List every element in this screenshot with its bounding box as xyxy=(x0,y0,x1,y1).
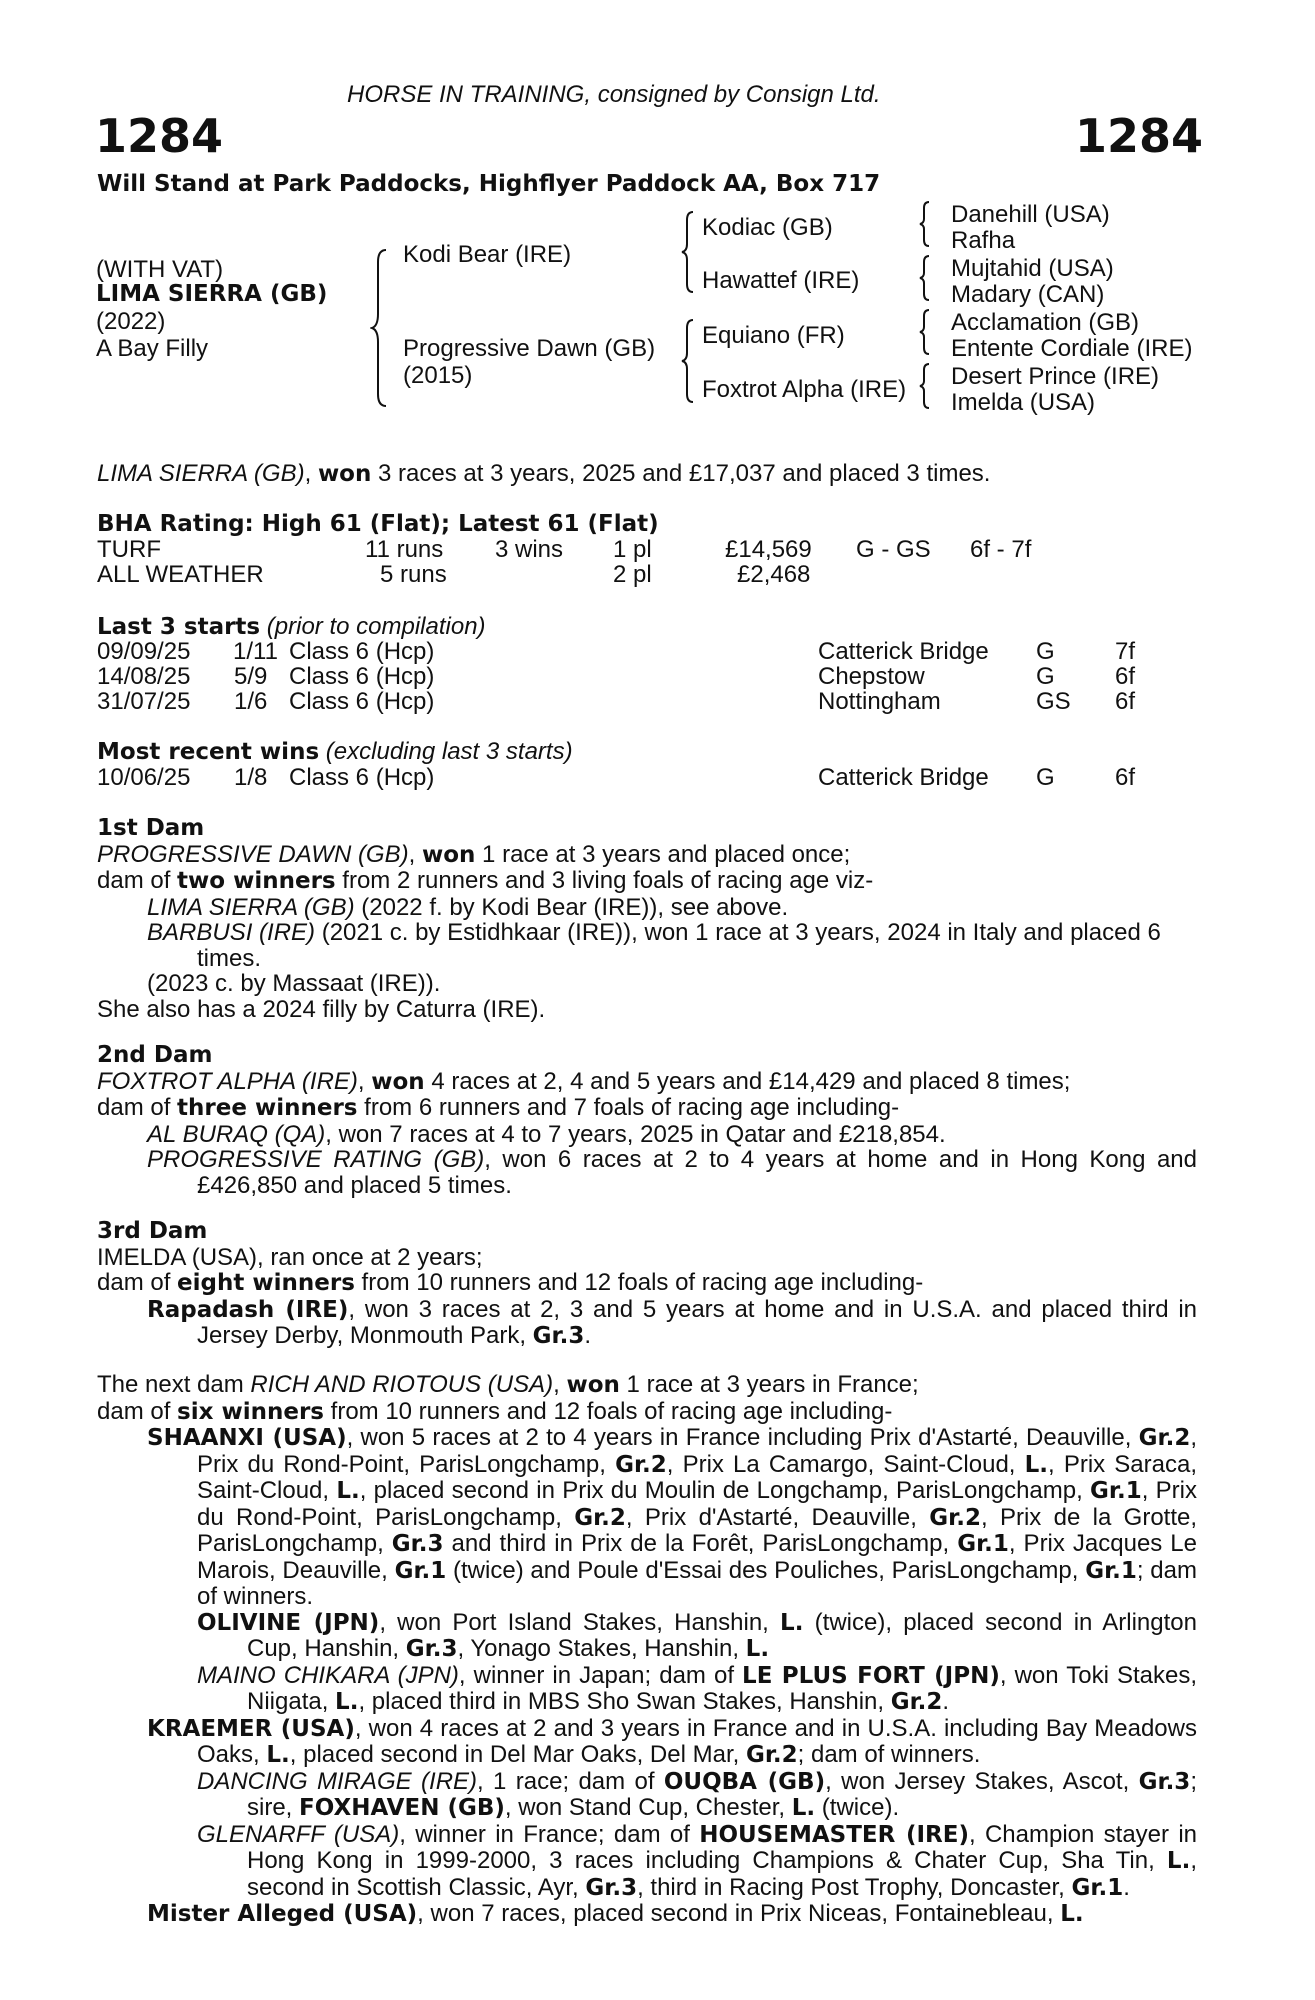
last-starts-heading: Last 3 starts (prior to compilation) xyxy=(97,613,486,640)
second-dam-produce-line: dam of three winners from 6 runners and 7 foals of racing age including- xyxy=(97,1094,900,1121)
third-dam-line: IMELDA (USA), ran once at 2 years; xyxy=(97,1243,483,1271)
pedigree-sire-sire: Kodiac (GB) xyxy=(702,214,833,241)
pedigree-dam-sire: Equiano (FR) xyxy=(702,322,845,349)
horse-description: A Bay Filly xyxy=(96,335,209,362)
progeny-entry: PROGRESSIVE RATING (GB), won 6 races at 2 to 4 years at home and in Hong Kong and £426,850 and placed 5 times. xyxy=(147,1146,1197,1199)
progeny-entry: LIMA SIERRA (GB) (2022 f. by Kodi Bear (IRE)), see above. xyxy=(147,893,789,921)
progeny-entry: BARBUSI (IRE) (2021 c. by Estidhkaar (IRE)), won 1 race at 3 years, 2024 in Italy and placed 6 times. xyxy=(147,919,1161,972)
next-dam-section xyxy=(97,1372,1197,1928)
horse-year: (2022) xyxy=(96,308,166,335)
second-dam-heading: 2nd Dam xyxy=(97,1042,213,1068)
pedigree-sds: Mujtahid (USA) xyxy=(951,255,1114,282)
pedigree-dss: Acclamation (GB) xyxy=(951,309,1140,336)
bha-rating-heading: BHA Rating: High 61 (Flat); Latest 61 (Flat) xyxy=(97,511,659,537)
first-dam-section xyxy=(97,816,1197,1022)
first-dam-heading: 1st Dam xyxy=(97,815,205,841)
progeny-entry: Rapadash (IRE), won 3 races at 2, 3 and 5 years at home and in U.S.A. and placed third in Jersey Derby, Monmouth Park, Gr.3. xyxy=(147,1295,1198,1349)
progeny-entry: SHAANXI (USA), won 5 races at 2 to 4 years in France including Prix d'Astarté, Deauville, Gr.2, Prix du Rond-Point, ParisLongchamp, Gr.2, Prix La Camargo, Saint-Cloud, L., Prix Saraca, Saint-Cloud, L., placed second in Prix du Moulin de Longchamp, ParisLongchamp, Gr.1, Prix du Rond-Point, ParisLongchamp, Gr.2, Prix d'Astarté, Deauville, Gr.2, Prix de la Grotte, ParisLongchamp, Gr.3 and third in Prix de la Forêt, ParisLongchamp, Gr.1, Prix Jacques Le Marois, Deauville, Gr.1 (twice) and Poule d'Essai des Pouliches, ParisLongchamp, Gr.1; dam of winners. xyxy=(147,1424,1198,1610)
recent-wins-heading: Most recent wins (excluding last 3 starts) xyxy=(97,738,573,765)
progeny-entry: KRAEMER (USA), won 4 races at 2 and 3 years in France and in U.S.A. including Bay Meadows Oaks, L., placed second in Del Mar Oaks, Del Mar, Gr.2; dam of winners. xyxy=(147,1714,1197,1768)
pedigree-brace-dd xyxy=(918,362,932,410)
pedigree-sire-dam: Hawattef (IRE) xyxy=(702,267,860,294)
pedigree-brace-main xyxy=(370,248,390,408)
pedigree-dam: Progressive Dawn (GB) xyxy=(403,335,656,362)
second-dam-line: FOXTROT ALPHA (IRE), won 4 races at 2, 4 and 5 years and £14,429 and placed 8 times; xyxy=(97,1067,1071,1095)
race-summary: LIMA SIERRA (GB), won 3 races at 3 years, 2025 and £17,037 and placed 3 times. xyxy=(97,460,991,487)
progeny-entry: MAINO CHIKARA (JPN), winner in Japan; dam of LE PLUS FORT (JPN), won Toki Stakes, Niigata, L., placed third in MBS Sho Swan Stakes, Hanshin, Gr.2. xyxy=(197,1661,1198,1715)
first-dam-line: PROGRESSIVE DAWN (GB), won 1 race at 3 years and placed once; xyxy=(97,840,851,868)
horse-name: LIMA SIERRA (GB) xyxy=(96,281,328,307)
progeny-entry: AL BURAQ (QA), won 7 races at 4 to 7 years, 2025 in Qatar and £218,854. xyxy=(147,1120,946,1148)
pedigree-dam-dam: Foxtrot Alpha (IRE) xyxy=(702,376,907,403)
lot-number-left: 1284 xyxy=(95,109,224,163)
pedigree-brace-dam xyxy=(680,318,696,404)
progeny-entry: DANCING MIRAGE (IRE), 1 race; dam of OUQBA (GB), won Jersey Stakes, Ascot, Gr.3; sire, FOXHAVEN (GB), won Stand Cup, Chester, L. (twice). xyxy=(197,1767,1197,1821)
pedigree-sss: Danehill (USA) xyxy=(951,201,1110,228)
third-dam-section xyxy=(97,1219,1197,1350)
lot-number-right: 1284 xyxy=(1074,109,1203,163)
pedigree-sire: Kodi Bear (IRE) xyxy=(403,241,572,268)
pedigree-brace-sire xyxy=(680,210,696,294)
progeny-entry: GLENARFF (USA), winner in France; dam of HOUSEMASTER (IRE), Champion stayer in Hong Kong in 1999-2000, 3 races including Champions & Chater Cup, Sha Tin, L., second in Scottish Classic, Ayr, Gr.3, third in Racing Post Trophy, Doncaster, Gr.1. xyxy=(197,1820,1198,1901)
pedigree-ddd: Imelda (USA) xyxy=(951,389,1096,416)
pedigree-sdd: Madary (CAN) xyxy=(951,281,1105,308)
progeny-entry: Mister Alleged (USA), won 7 races, placed second in Prix Niceas, Fontainebleau, L. xyxy=(147,1900,1084,1927)
progeny-entry: OLIVINE (JPN), won Port Island Stakes, Hanshin, L. (twice), placed second in Arlington Cup, Hanshin, Gr.3, Yonago Stakes, Hanshin, L. xyxy=(197,1608,1197,1662)
pedigree-brace-ss xyxy=(918,200,932,248)
pedigree-dsd: Entente Cordiale (IRE) xyxy=(951,335,1193,362)
pedigree-brace-ds xyxy=(918,308,932,356)
next-dam-produce-line: dam of six winners from 10 runners and 12 foals of racing age including- xyxy=(97,1397,893,1425)
vat-label: (WITH VAT) xyxy=(96,256,224,283)
second-dam-section xyxy=(97,1043,1197,1198)
pedigree-ssd: Rafha xyxy=(951,227,1016,254)
next-dam-line: The next dam RICH AND RIOTOUS (USA), won 1 race at 3 years in France; xyxy=(97,1371,919,1398)
first-dam-note: She also has a 2024 filly by Caturra (IRE). xyxy=(97,995,546,1023)
progeny-entry: (2023 c. by Massaat (IRE)). xyxy=(147,970,441,997)
first-dam-produce-line: dam of two winners from 2 runners and 3 living foals of racing age viz- xyxy=(97,867,874,894)
pedigree-dds: Desert Prince (IRE) xyxy=(951,363,1160,390)
pedigree-brace-sd xyxy=(918,254,932,302)
consignment-line: HORSE IN TRAINING, consigned by Consign Ltd. xyxy=(347,81,881,108)
pedigree-dam-year: (2015) xyxy=(403,362,473,389)
stabling-line: Will Stand at Park Paddocks, Highflyer Paddock AA, Box 717 xyxy=(97,171,881,197)
third-dam-produce-line: dam of eight winners from 10 runners and 12 foals of racing age including- xyxy=(97,1269,924,1296)
third-dam-heading: 3rd Dam xyxy=(97,1218,208,1244)
